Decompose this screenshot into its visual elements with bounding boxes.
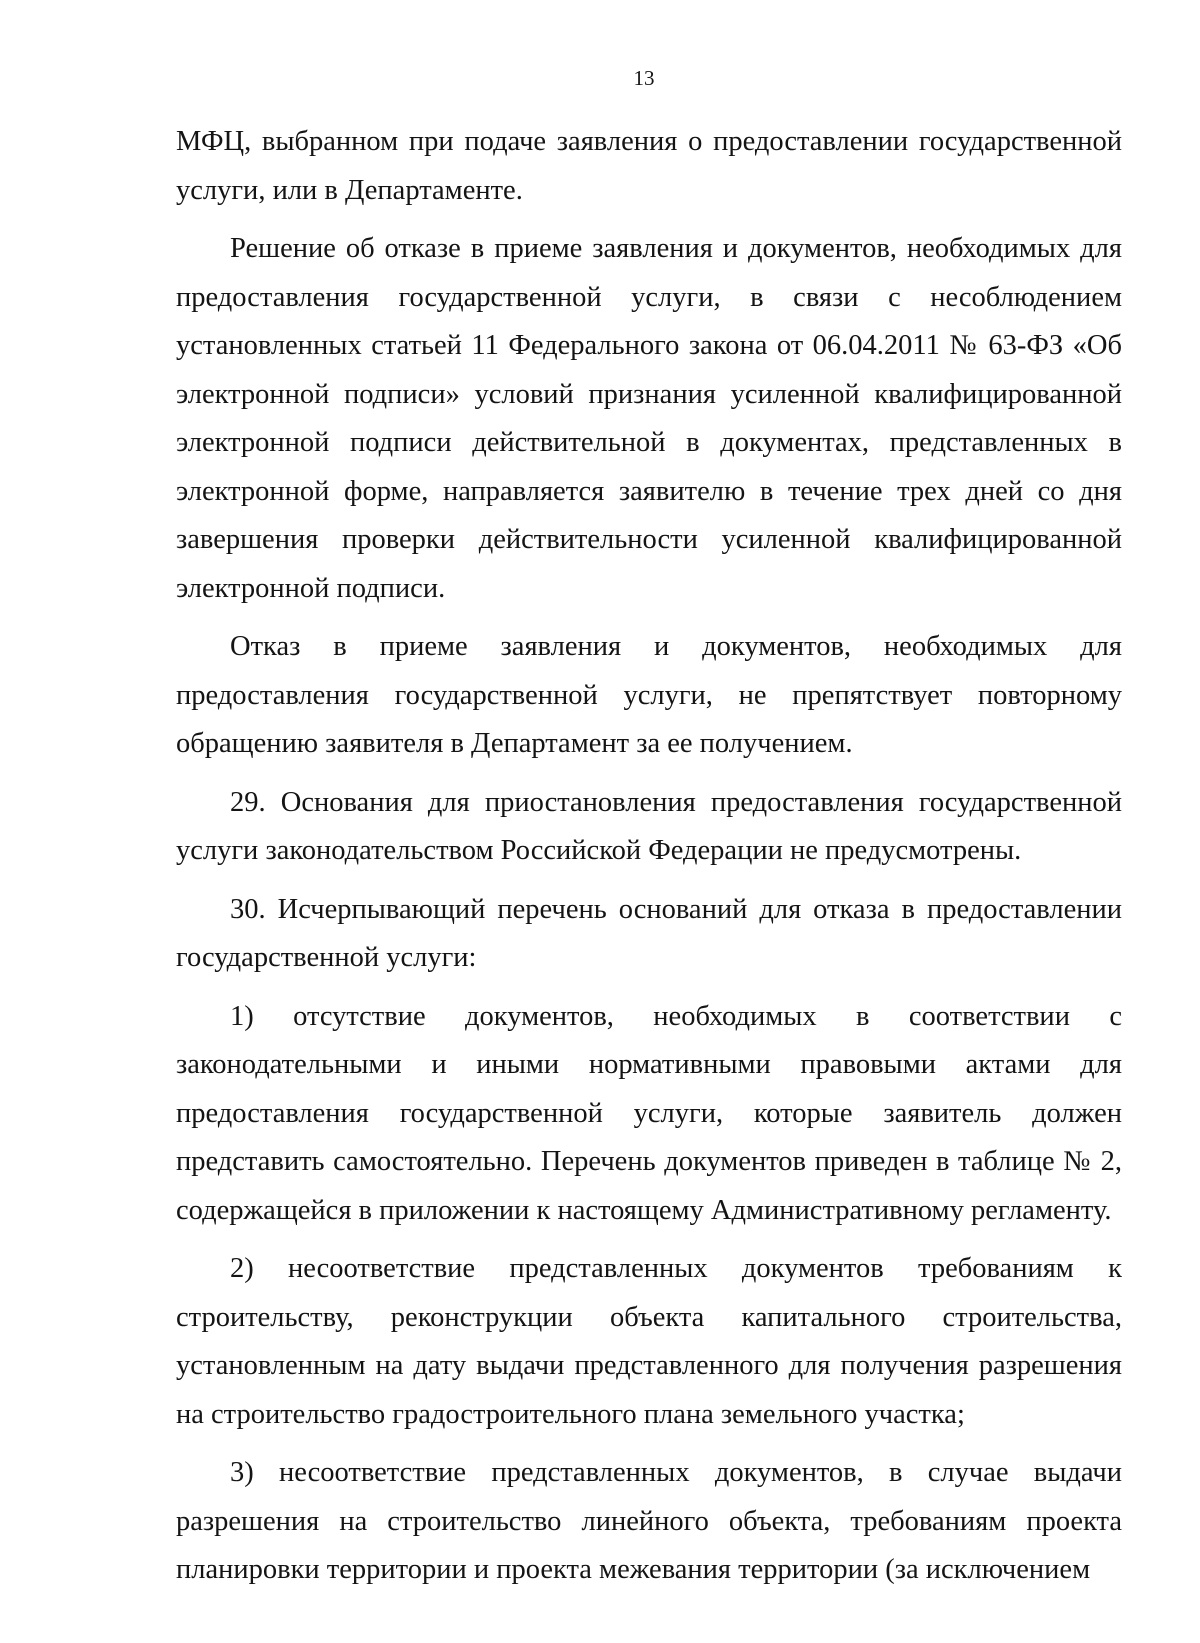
paragraph-refusal-no-obstacle: Отказ в приеме заявления и документов, необходимых для предоставления государственной услуги, не препятствует повторному обращению заявителя в Департамент за ее получением.: [176, 631, 1122, 759]
list-item-2: 2) несоответствие представленных документов требованиям к строительству, реконструкции объекта капитального строительства, установленным на дату выдачи представленного для получения разрешения на строительство градостроительного плана земельного участка;: [176, 1253, 1122, 1430]
paragraph-refusal-decision: Решение об отказе в приеме заявления и документов, необходимых для предоставления государственной услуги, в связи с несоблюдением установленных статьей 11 Федерального закона от 06.04.2011 № 63-ФЗ «Об электронной подписи» условий признания усиленной квалифицированной электронной подписи действительной в документах, представленных в электронной форме, направляется заявителю в течение трех дней со дня завершения проверки действительности усиленной квалифицированной электронной подписи.: [176, 233, 1122, 604]
paragraph-continuation: МФЦ, выбранном при подаче заявления о предоставлении государственной услуги, или в Департаменте.: [176, 126, 1122, 206]
document-body: [176, 118, 1122, 1595]
paragraph-item-29: 29. Основания для приостановления предоставления государственной услуги законодательством Российской Федерации не предусмотрены.: [176, 786, 1122, 866]
list-item-3: 3) несоответствие представленных документов, в случае выдачи разрешения на строительство линейного объекта, требованиям проекта планировки территории и проекта межевания территории (за исключением: [176, 1457, 1122, 1585]
page-number: 13: [633, 66, 655, 90]
paragraph-item-30: 30. Исчерпывающий перечень оснований для отказа в предоставлении государственной услуги:: [176, 893, 1122, 973]
list-item-1: 1) отсутствие документов, необходимых в соответствии с законодательными и иными нормативными правовыми актами для предоставления государственной услуги, которые заявитель должен представить самостоятельно. Перечень документов приведен в таблице № 2, содержащейся в приложении к настоящему Административному регламенту.: [176, 1000, 1122, 1226]
